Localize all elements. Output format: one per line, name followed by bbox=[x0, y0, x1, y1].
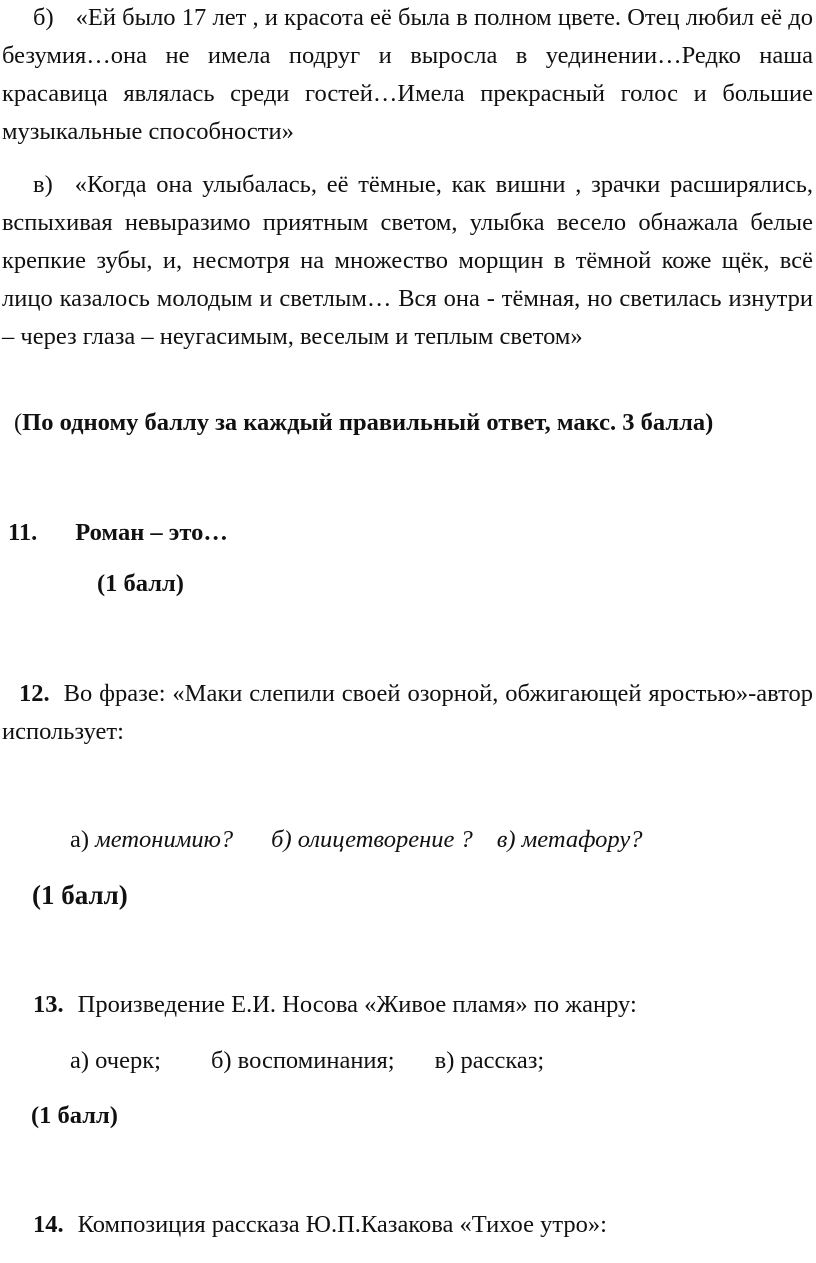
question-14 bbox=[33, 1210, 607, 1240]
quote-item-b-label: б) bbox=[33, 4, 54, 31]
scoring-note-paren: ( bbox=[14, 409, 23, 436]
question-11 bbox=[8, 518, 228, 548]
question-13-option-c: в) рассказ; bbox=[434, 1047, 545, 1074]
question-12-option-a: метонимию? bbox=[95, 826, 234, 853]
question-12-number: 12. bbox=[19, 680, 50, 707]
question-12-option-c: в) метафору? bbox=[496, 826, 643, 853]
question-11-points: (1 балл) bbox=[97, 570, 184, 597]
question-11-number: 11. bbox=[8, 519, 38, 546]
question-14-number: 14. bbox=[33, 1211, 64, 1238]
question-13-options bbox=[70, 1046, 544, 1076]
question-12 bbox=[2, 675, 813, 751]
question-14-text: Композиция рассказа Ю.П.Казакова «Тихое утро»: bbox=[77, 1211, 607, 1238]
question-13-number: 13. bbox=[33, 991, 64, 1018]
question-12-options bbox=[70, 825, 642, 855]
question-13-option-a: а) очерк; bbox=[70, 1047, 161, 1074]
quote-item-b-text: «Ей было 17 лет , и красота её была в полном цвете. Отец любил её до безумия…она не имела подруг и выросла в уединении…Редко наша красавица являлась среди гостей…Имела прекрасный голос и большие музыкальные способности» bbox=[2, 4, 813, 145]
question-12-option-a-label: а) bbox=[70, 826, 90, 853]
question-11-text: Роман – это… bbox=[75, 519, 228, 546]
quote-item-v-text: «Когда она улыбалась, её тёмные, как вишни , зрачки расширялись, вспыхивая невыразимо приятным светом, улыбка весело обнажала белые крепкие зубы, и, несмотря на множество морщин в тёмной коже щёк, всё лицо казалось молодым и светлым… Вся она - тёмная, но светилась изнутри – через глаза – неугасимым, веселым и теплым светом» bbox=[2, 171, 813, 350]
question-13-option-b: б) воспоминания; bbox=[210, 1047, 395, 1074]
question-13-text: Произведение Е.И. Носова «Живое пламя» по жанру: bbox=[77, 991, 637, 1018]
quote-item-b bbox=[2, 0, 813, 151]
question-13-points: (1 балл) bbox=[31, 1102, 118, 1129]
question-12-option-b: б) олицетворение ? bbox=[271, 826, 473, 853]
quote-item-v bbox=[2, 166, 813, 356]
question-13 bbox=[33, 990, 637, 1020]
scoring-note bbox=[14, 408, 713, 438]
question-12-text: Во фразе: «Маки слепили своей озорной, обжигающей яростью»-автор использует: bbox=[2, 680, 813, 745]
question-12-points: (1 балл) bbox=[32, 880, 128, 910]
scoring-note-text: По одному баллу за каждый правильный ответ, макс. 3 балла) bbox=[22, 409, 714, 436]
quote-item-v-label: в) bbox=[33, 171, 53, 198]
